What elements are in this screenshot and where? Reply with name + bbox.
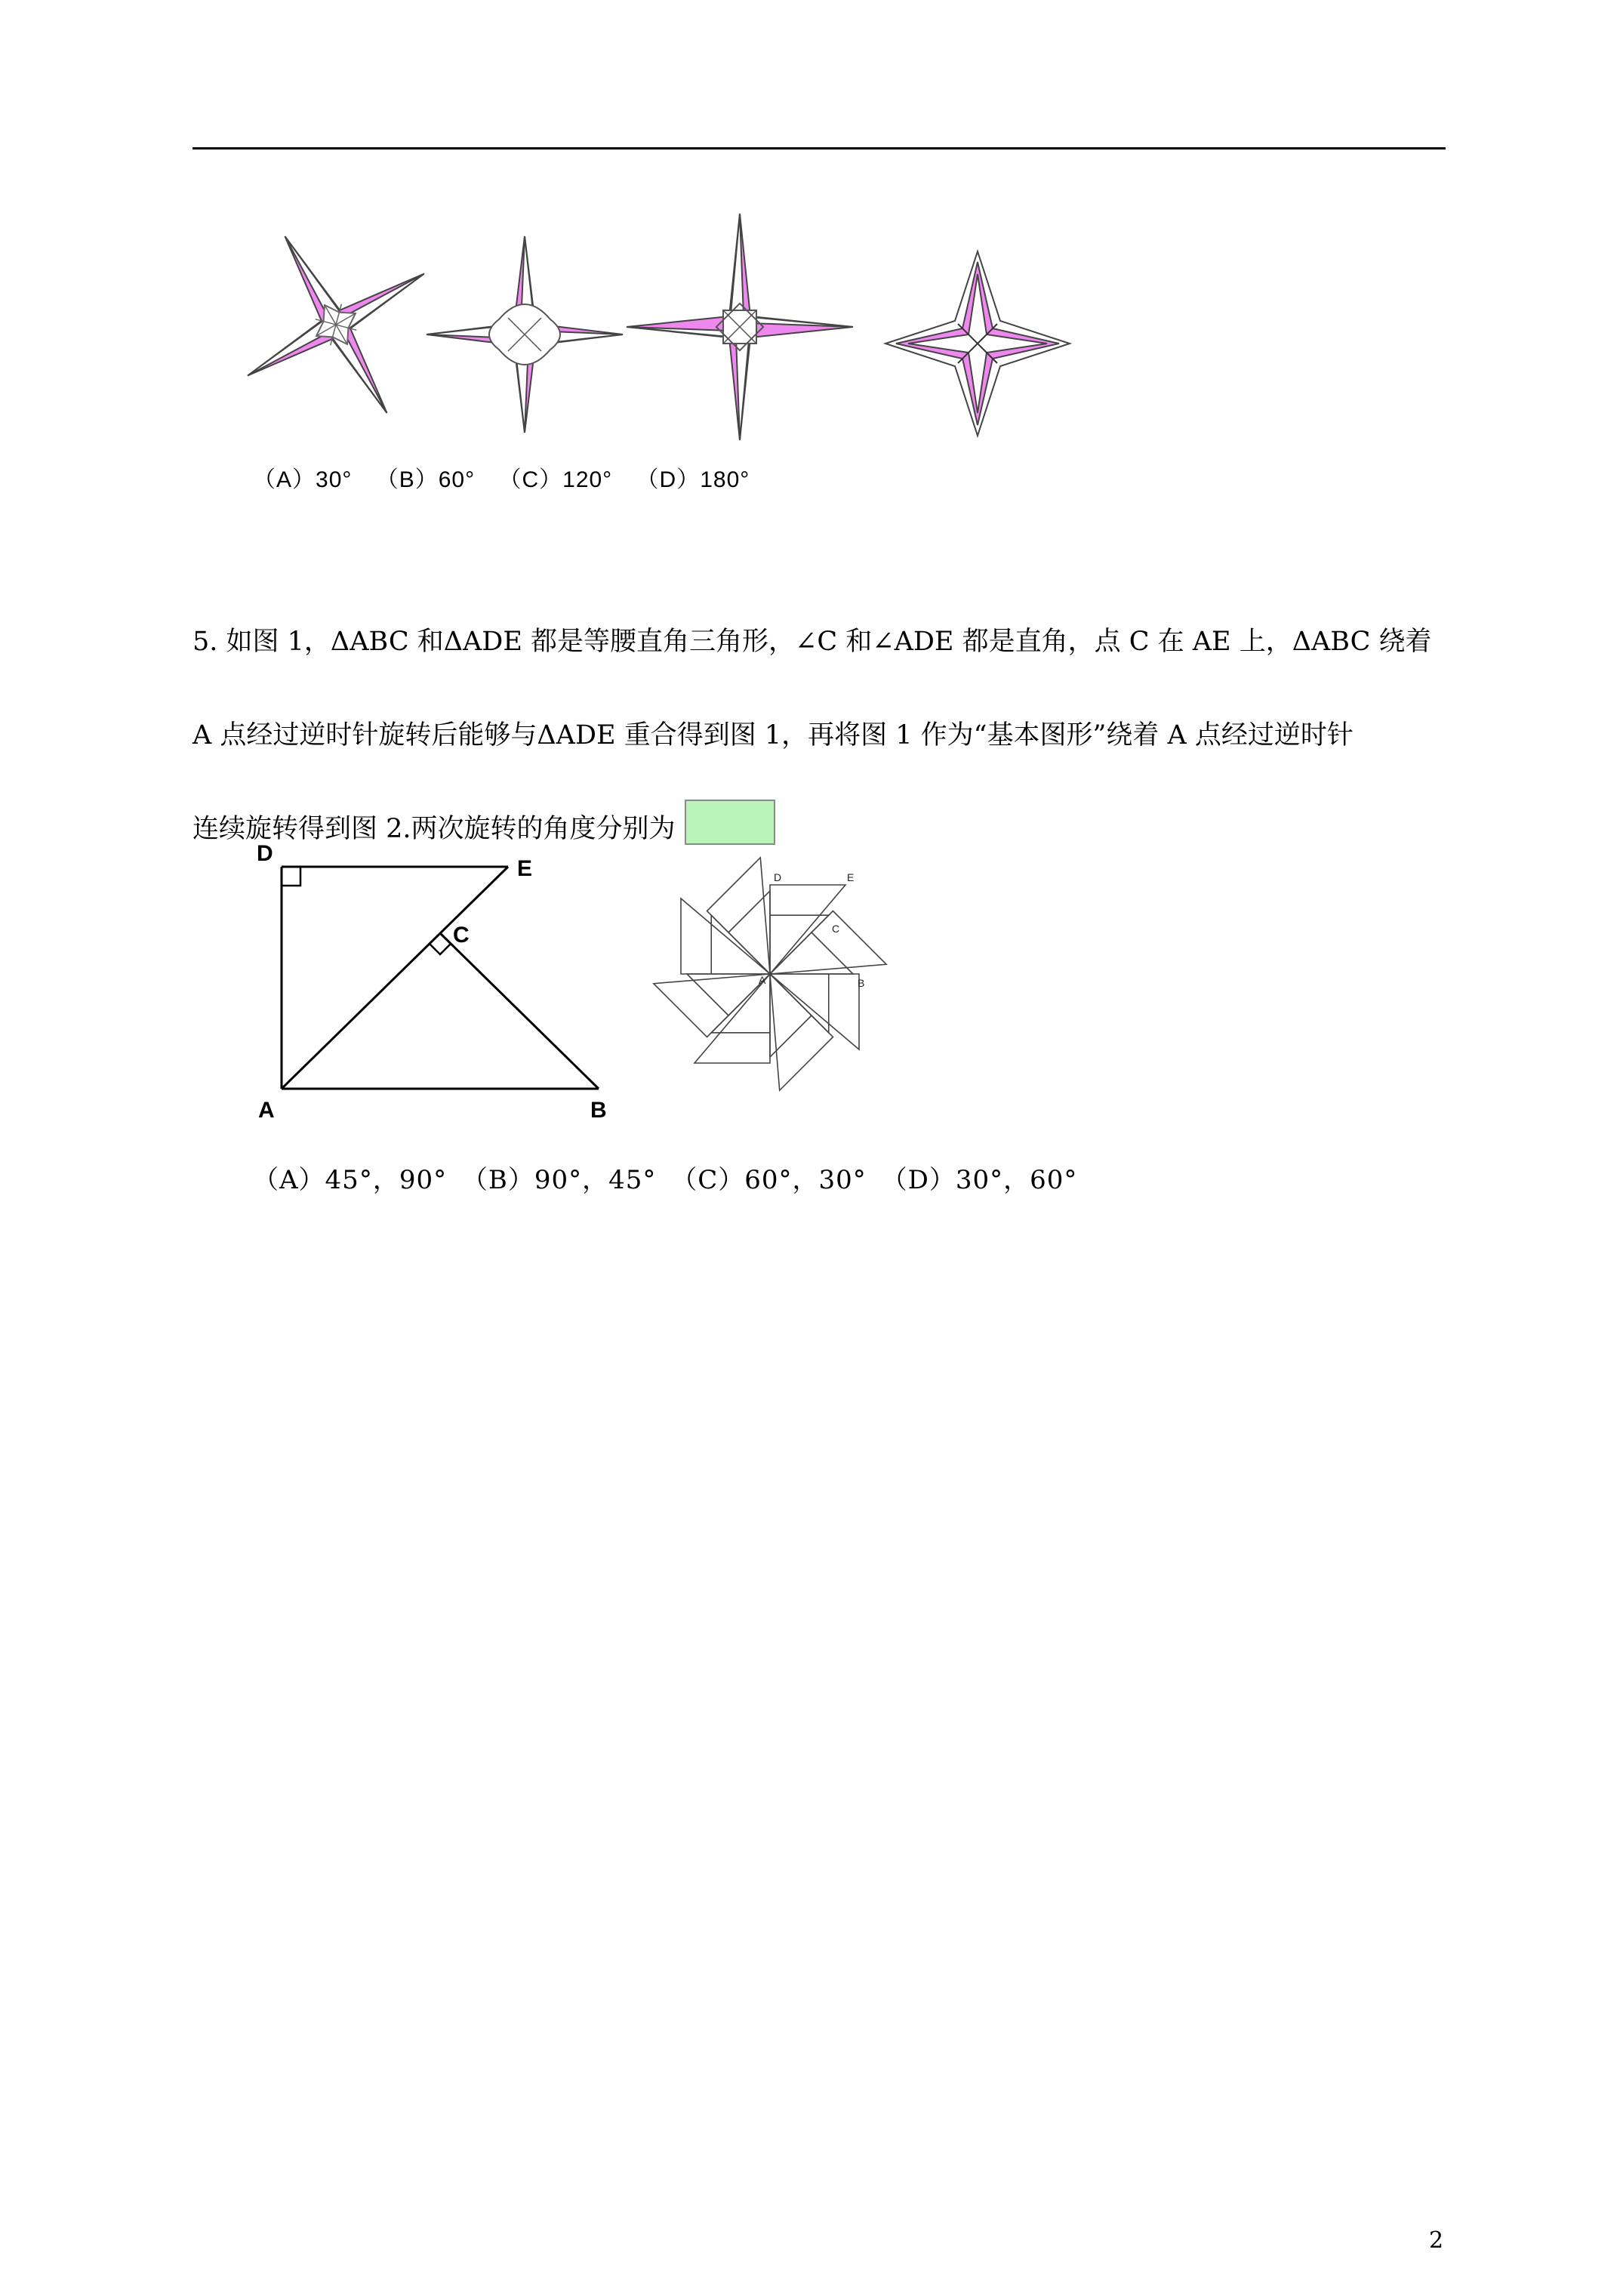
fig2-label-a: A (759, 974, 766, 986)
segment-cb (440, 933, 599, 1089)
label-c: C (453, 923, 470, 948)
figure-1 (242, 827, 634, 1129)
q5-option-b: （B）90°，45° (461, 1165, 657, 1195)
q4-options (253, 461, 766, 494)
label-d: D (257, 841, 273, 866)
fig2-label-b: B (858, 977, 865, 989)
right-angle-mark-c (430, 944, 451, 954)
q5-option-a: （A）45°，90° (253, 1165, 448, 1195)
q5-options (253, 1159, 1083, 1196)
fig2-label-e: E (847, 871, 855, 883)
q4-option-b: （B）60° (375, 467, 476, 492)
pinwheel-blade (770, 885, 853, 974)
label-b: B (590, 1098, 607, 1123)
fig2-label-d: D (774, 871, 782, 883)
q4-option-d: （D）180° (636, 467, 750, 492)
figure-2 (604, 804, 951, 1144)
fig2-label-c: C (832, 923, 840, 935)
header-rule (192, 147, 1446, 149)
star-figures (242, 204, 1102, 453)
q4-option-a: （A）30° (253, 467, 353, 492)
star-figure-b (427, 236, 623, 433)
q5-line-1: 5. 如图 1，ΔABC 和ΔADE 都是等腰直角三角形，∠C 和∠ADE 都是直角，点 C 在 AE 上，ΔABC 绕着 (192, 627, 1432, 657)
label-e: E (517, 856, 533, 881)
page-number: 2 (1429, 2227, 1444, 2254)
q5-line-2: A 点经过逆时针旋转后能够与ΔADE 重合得到图 1，再将图 1 作为“基本图形”绕着 A 点经过逆时针 (192, 720, 1354, 750)
q5-option-c: （C）60°，30° (671, 1165, 867, 1195)
segment-ae (282, 867, 508, 1089)
star-figure-d (885, 251, 1070, 436)
q4-option-c: （C）120° (498, 467, 613, 492)
q5-line-3-text: 连续旋转得到图 2.两次旋转的角度分别为 (192, 814, 676, 844)
star-figure-c (627, 214, 853, 440)
star-figure-a (242, 204, 475, 453)
right-angle-mark-d (282, 867, 300, 886)
label-a: A (258, 1098, 275, 1123)
q5-option-d: （D）30°，60° (881, 1165, 1078, 1195)
